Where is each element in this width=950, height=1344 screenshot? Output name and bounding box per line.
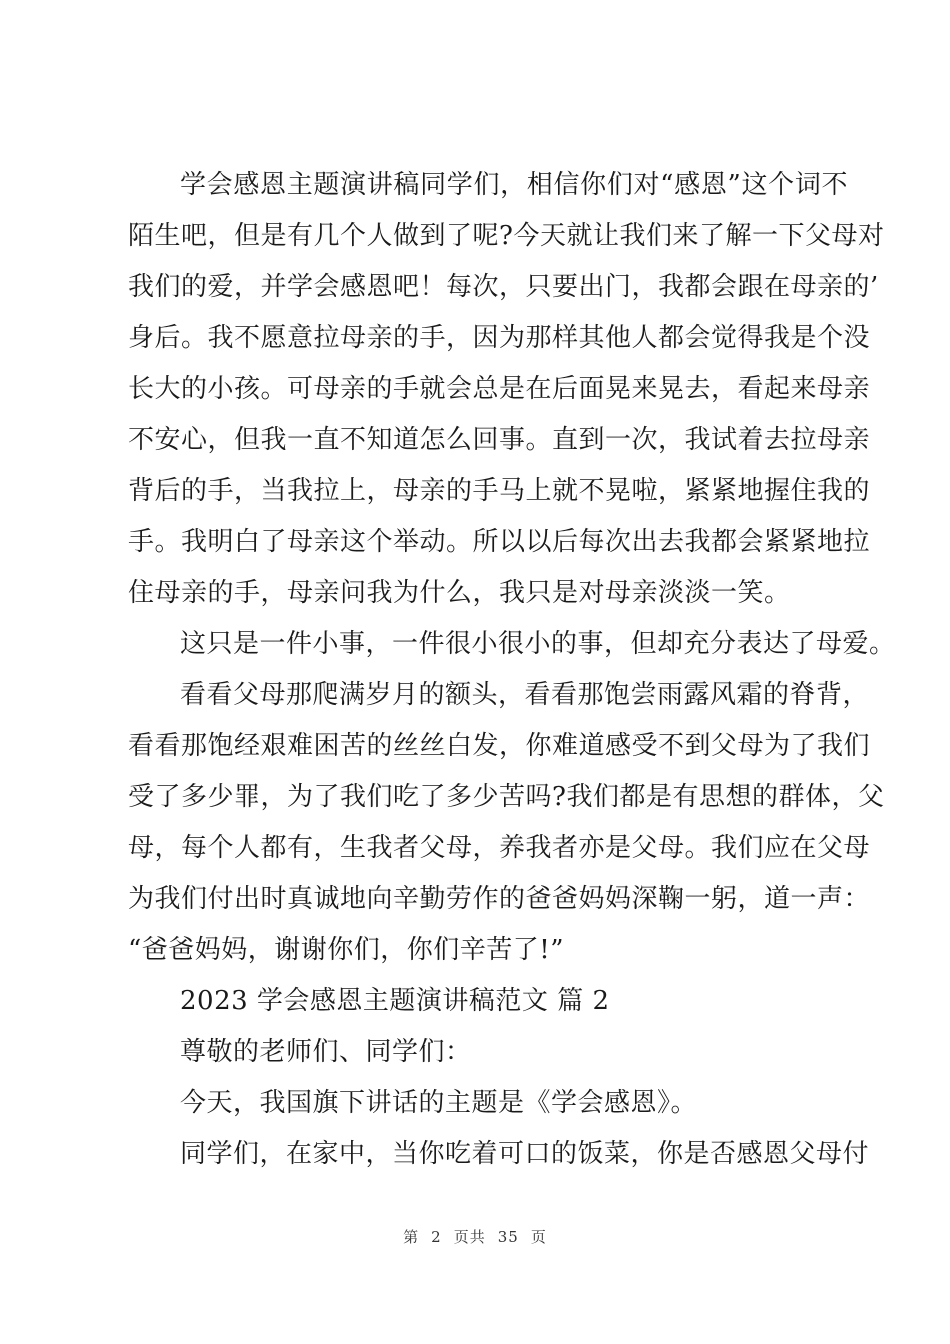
text-line: 身后。我不愿意拉母亲的手，因为那样其他人都会觉得我是个没 [128, 323, 871, 353]
text-line: 陌生吧，但是有几个人做到了呢?今天就让我们来了解一下父母对 [128, 221, 885, 251]
text-line: 看看父母那爬满岁月的额头，看看那饱尝雨露风霜的脊背， [180, 680, 870, 710]
text-line: 学会感恩主题演讲稿同学们，相信你们对“感恩”这个词不 [180, 170, 848, 200]
text-line: 背后的手，当我拉上，母亲的手马上就不晃啦，紧紧地握住我的 [128, 476, 871, 506]
text-line: 手。我明白了母亲这个举动。所以以后每次出去我都会紧紧地拉 [128, 527, 871, 557]
text-line: 住母亲的手，母亲问我为什么，我只是对母亲淡淡一笑。 [128, 578, 791, 608]
page-footer [0, 1226, 950, 1247]
footer-page-number: 2 [431, 1228, 442, 1246]
text-line: 母，每个人都有，生我者父母，养我者亦是父母。我们应在父母 [128, 833, 871, 863]
footer-total-pages: 35 [497, 1228, 519, 1246]
text-line: 今天，我国旗下讲话的主题是《学会感恩》。 [180, 1088, 698, 1118]
text-line: 受了多少罪，为了我们吃了多少苦吗?我们都是有思想的群体，父 [128, 782, 885, 812]
text-line: 长大的小孩。可母亲的手就会总是在后面晃来晃去，看起来母亲 [128, 374, 871, 404]
footer-prefix: 第 [403, 1228, 420, 1246]
text-line: 同学们，在家中，当你吃着可口的饭菜，你是否感恩父母付 [180, 1139, 870, 1169]
document-body [128, 160, 896, 1180]
section-heading: 2023 学会感恩主题演讲稿范文 篇 2 [180, 986, 610, 1016]
text-line: 我们的爱，并学会感恩吧！每次，只要出门，我都会跟在母亲的’ [128, 272, 879, 302]
text-line: 不安心，但我一直不知道怎么回事。直到一次，我试着去拉母亲 [128, 425, 871, 455]
footer-suffix: 页 [530, 1228, 547, 1246]
footer-middle: 页共 [453, 1228, 486, 1246]
text-line: 为我们付出时真诚地向辛勤劳作的爸爸妈妈深鞠一躬，道一声： [128, 884, 871, 914]
text-line: 看看那饱经艰难困苦的丝丝白发，你难道感受不到父母为了我们 [128, 731, 871, 761]
text-line: 这只是一件小事，一件很小很小的事，但却充分表达了母爱。 [180, 629, 896, 659]
salutation: 尊敬的老师们、同学们： [180, 1037, 472, 1067]
text-line: “爸爸妈妈，谢谢你们，你们辛苦了!” [128, 935, 565, 965]
